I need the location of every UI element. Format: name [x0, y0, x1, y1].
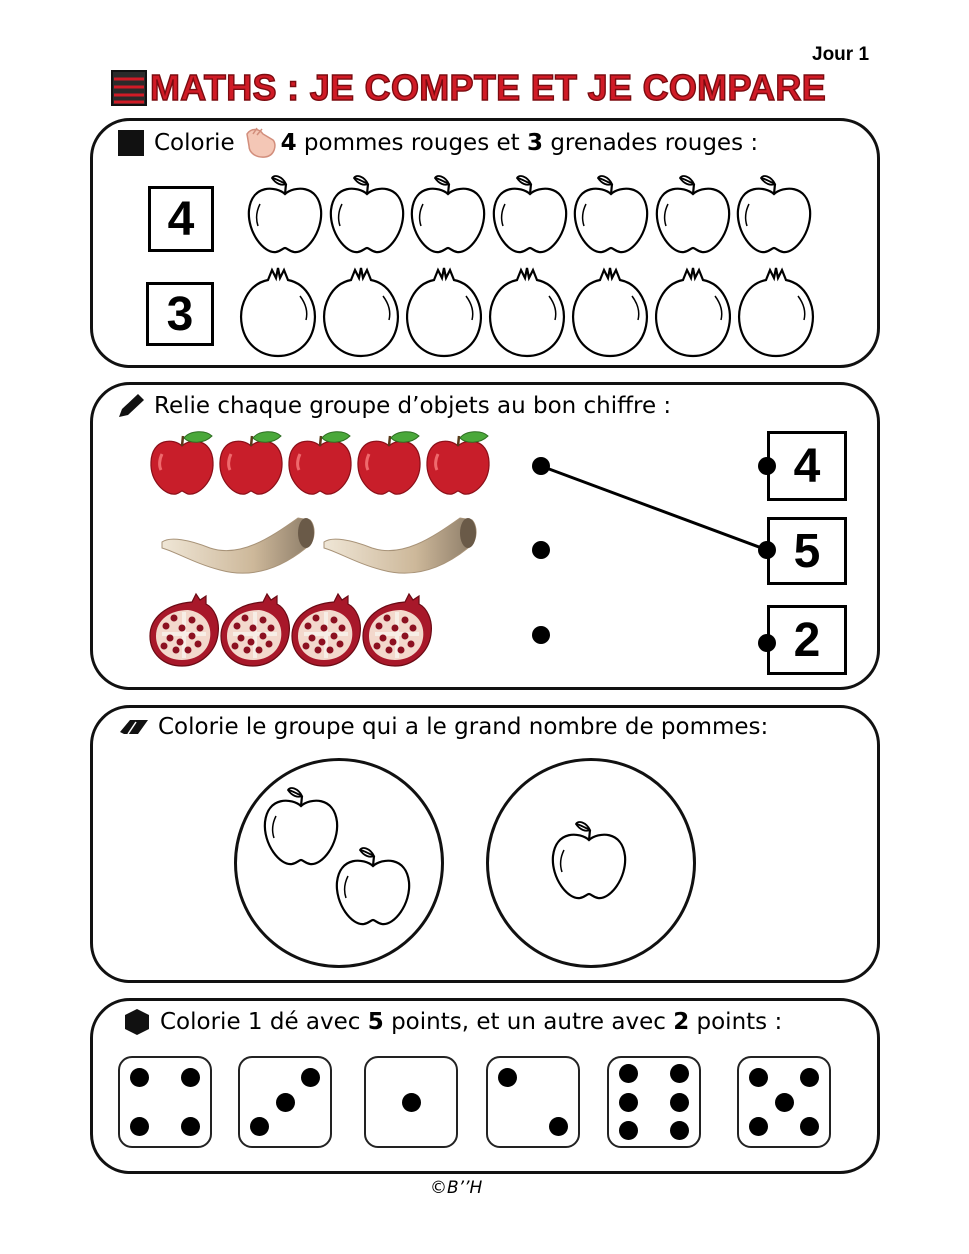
pomegranate-half	[219, 594, 291, 668]
die-pip	[775, 1093, 794, 1112]
die-pip	[181, 1117, 200, 1136]
red-apple	[150, 430, 214, 496]
outline-apple[interactable]	[735, 174, 815, 256]
die-pip	[130, 1117, 149, 1136]
exercise-4-instruction: Colorie 1 dé avec 5 points, et un autre avec 2 points :	[124, 1008, 782, 1036]
box-dot-4[interactable]	[758, 457, 776, 475]
apple-in-circle	[334, 846, 414, 928]
red-apple	[426, 430, 490, 496]
die-pip	[619, 1064, 638, 1083]
apple-in-circle	[550, 820, 630, 902]
die-pip	[402, 1093, 421, 1112]
outline-pomegranate[interactable]	[736, 266, 818, 358]
outline-pomegranate[interactable]	[321, 266, 403, 358]
die-pip	[276, 1093, 295, 1112]
die-pip	[250, 1117, 269, 1136]
hand-icon	[243, 126, 279, 160]
square-icon	[118, 130, 144, 156]
die-3[interactable]	[238, 1056, 332, 1148]
answer-box-5: 5	[767, 517, 847, 585]
pomegranate-half	[361, 594, 433, 668]
pomegranate-count-box: 3	[146, 282, 214, 346]
copyright: ©B’’H	[430, 1178, 483, 1198]
eraser-icon	[118, 716, 150, 738]
die-pip	[749, 1117, 768, 1136]
die-pip	[749, 1068, 768, 1087]
die-pip	[549, 1117, 568, 1136]
die-pip	[800, 1068, 819, 1087]
die-pip	[619, 1121, 638, 1140]
day-label: Jour 1	[812, 44, 870, 65]
die-pip	[301, 1068, 320, 1087]
die-pip	[181, 1068, 200, 1087]
shofar	[322, 512, 482, 584]
apple-in-circle	[262, 786, 342, 868]
outline-apple[interactable]	[246, 174, 326, 256]
page-title: MATHS : JE COMPTE ET JE COMPARE	[150, 67, 827, 108]
box-dot-5[interactable]	[758, 541, 776, 559]
page-title-row	[110, 66, 826, 110]
red-apple	[357, 430, 421, 496]
red-apple	[219, 430, 283, 496]
outline-apple[interactable]	[572, 174, 652, 256]
die-pip	[498, 1068, 517, 1087]
connector-dot-shofars[interactable]	[532, 541, 550, 559]
exercise-3-instruction: Colorie le groupe qui a le grand nombre de pommes:	[118, 714, 768, 740]
outline-apple[interactable]	[491, 174, 571, 256]
die-2[interactable]	[486, 1056, 580, 1148]
connector-dot-apples[interactable]	[532, 457, 550, 475]
pencil-icon	[116, 392, 146, 420]
outline-apple[interactable]	[654, 174, 734, 256]
abacus-icon	[110, 69, 148, 107]
exercise-3-panel	[90, 705, 880, 983]
die-4[interactable]	[118, 1056, 212, 1148]
outline-pomegranate[interactable]	[570, 266, 652, 358]
die-pip	[130, 1068, 149, 1087]
pomegranate-half	[148, 594, 220, 668]
die-1[interactable]	[364, 1056, 458, 1148]
shofar	[160, 512, 320, 584]
pomegranate-half	[290, 594, 362, 668]
die-pip	[670, 1093, 689, 1112]
outline-apple[interactable]	[409, 174, 489, 256]
answer-box-2: 2	[767, 605, 847, 675]
connector-dot-pomegranates[interactable]	[532, 626, 550, 644]
outline-pomegranate[interactable]	[653, 266, 735, 358]
die-pip	[670, 1121, 689, 1140]
answer-box-4: 4	[767, 431, 847, 501]
die-pip	[800, 1117, 819, 1136]
outline-apple[interactable]	[328, 174, 408, 256]
die-6[interactable]	[607, 1056, 701, 1148]
outline-pomegranate[interactable]	[238, 266, 320, 358]
die-pip	[670, 1064, 689, 1083]
outline-pomegranate[interactable]	[487, 266, 569, 358]
hexagon-icon	[124, 1008, 150, 1036]
die-5[interactable]	[737, 1056, 831, 1148]
box-dot-2[interactable]	[758, 634, 776, 652]
red-apple	[288, 430, 352, 496]
die-pip	[619, 1093, 638, 1112]
exercise-1-instruction: Colorie 4 pommes rouges et 3 grenades rouges :	[118, 126, 758, 160]
apple-count-box: 4	[148, 186, 214, 252]
exercise-2-instruction: Relie chaque groupe d’objets au bon chiffre :	[116, 392, 671, 420]
outline-pomegranate[interactable]	[404, 266, 486, 358]
